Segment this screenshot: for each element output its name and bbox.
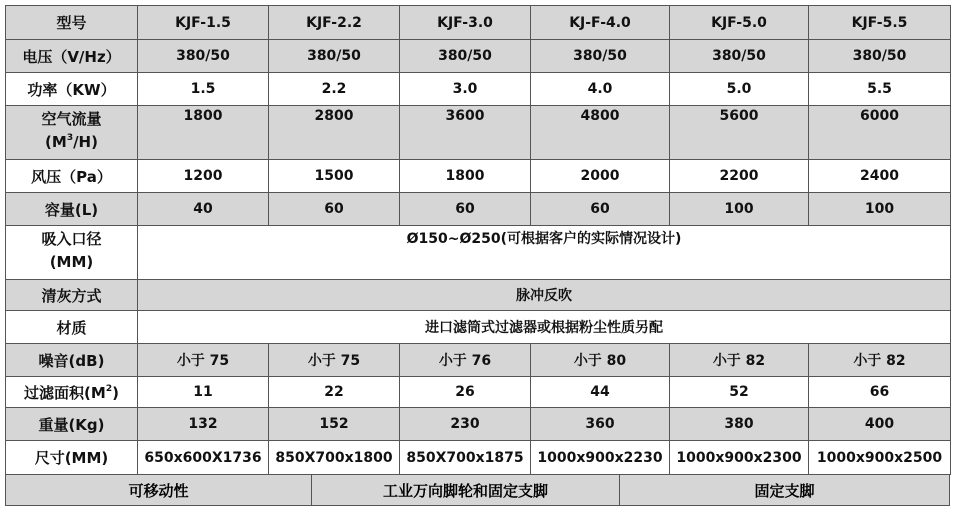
size-cell: 850X700x1800 — [269, 441, 400, 475]
label-airflow-line1: 空气流量 — [41, 110, 102, 128]
pressure-cell: 1800 — [400, 160, 531, 193]
row-cleaning — [6, 280, 951, 311]
row-inlet — [6, 226, 951, 280]
label-noise: 噪音(dB) — [6, 344, 138, 377]
airflow-cell: 1800 — [138, 106, 269, 160]
material-value: 进口滤筒式过滤器或根据粉尘性质另配 — [138, 311, 951, 344]
power-cell: 5.5 — [809, 73, 951, 106]
noise-cell: 小于 82 — [809, 344, 951, 377]
label-power: 功率（KW） — [6, 73, 138, 106]
airflow-cell: 6000 — [809, 106, 951, 160]
capacity-cell: 40 — [138, 193, 269, 226]
airflow-cell: 4800 — [531, 106, 670, 160]
weight-cell: 400 — [809, 408, 951, 441]
label-inlet — [6, 226, 138, 280]
airflow-cell: 5600 — [670, 106, 809, 160]
power-cell: 1.5 — [138, 73, 269, 106]
power-cell: 2.2 — [269, 73, 400, 106]
inlet-value: Ø150~Ø250(可根据客户的实际情况设计) — [138, 226, 951, 280]
label-voltage: 电压（V/Hz） — [6, 40, 138, 73]
pressure-cell: 2200 — [670, 160, 809, 193]
mobility-row — [5, 474, 950, 506]
capacity-cell: 100 — [670, 193, 809, 226]
filter-area-cell: 44 — [531, 377, 670, 408]
filter-area-cell: 11 — [138, 377, 269, 408]
pressure-cell: 2000 — [531, 160, 670, 193]
airflow-cell: 3600 — [400, 106, 531, 160]
label-material: 材质 — [6, 311, 138, 344]
pressure-cell: 1500 — [269, 160, 400, 193]
power-cell: 3.0 — [400, 73, 531, 106]
voltage-cell: 380/50 — [531, 40, 670, 73]
model-cell: KJF-1.5 — [138, 6, 269, 40]
model-cell: KJF-5.5 — [809, 6, 951, 40]
label-filter-area: 过滤面积$(M^2)$ — [6, 377, 138, 408]
row-capacity — [6, 193, 951, 226]
spec-table — [5, 5, 951, 475]
filter-area-cell: 22 — [269, 377, 400, 408]
row-size — [6, 441, 951, 475]
filter-area-cell: 52 — [670, 377, 809, 408]
row-weight — [6, 408, 951, 441]
weight-cell: 380 — [670, 408, 809, 441]
size-cell: 850X700x1875 — [400, 441, 531, 475]
capacity-cell: 60 — [400, 193, 531, 226]
mobility-casters: 工业万向脚轮和固定支脚 — [312, 474, 620, 506]
row-airflow — [6, 106, 951, 160]
size-cell: 1000x900x2230 — [531, 441, 670, 475]
label-mobility: 可移动性 — [5, 474, 312, 506]
size-cell: 1000x900x2300 — [670, 441, 809, 475]
label-cleaning: 清灰方式 — [6, 280, 138, 311]
filter-area-cell: 66 — [809, 377, 951, 408]
voltage-cell: 380/50 — [809, 40, 951, 73]
capacity-cell: 60 — [269, 193, 400, 226]
weight-cell: 152 — [269, 408, 400, 441]
label-airflow — [6, 106, 138, 160]
cleaning-value: 脉冲反吹 — [138, 280, 951, 311]
mobility-fixed: 固定支脚 — [620, 474, 950, 506]
row-pressure — [6, 160, 951, 193]
noise-cell: 小于 75 — [138, 344, 269, 377]
label-size: 尺寸(MM) — [6, 441, 138, 475]
filter-area-cell: 26 — [400, 377, 531, 408]
voltage-cell: 380/50 — [670, 40, 809, 73]
size-cell: 650x600X1736 — [138, 441, 269, 475]
row-noise — [6, 344, 951, 377]
pressure-cell: 1200 — [138, 160, 269, 193]
model-cell: KJF-3.0 — [400, 6, 531, 40]
label-model: 型号 — [6, 6, 138, 40]
row-material — [6, 311, 951, 344]
capacity-cell: 100 — [809, 193, 951, 226]
airflow-cell: 2800 — [269, 106, 400, 160]
label-capacity: 容量(L) — [6, 193, 138, 226]
row-power — [6, 73, 951, 106]
power-cell: 4.0 — [531, 73, 670, 106]
label-weight: 重量(Kg) — [6, 408, 138, 441]
voltage-cell: 380/50 — [269, 40, 400, 73]
voltage-cell: 380/50 — [400, 40, 531, 73]
voltage-cell: 380/50 — [138, 40, 269, 73]
label-airflow-line2: $(M^3/H)$ — [45, 133, 98, 151]
weight-cell: 132 — [138, 408, 269, 441]
capacity-cell: 60 — [531, 193, 670, 226]
noise-cell: 小于 80 — [531, 344, 670, 377]
noise-cell: 小于 76 — [400, 344, 531, 377]
power-cell: 5.0 — [670, 73, 809, 106]
model-cell: KJF-5.0 — [670, 6, 809, 40]
weight-cell: 230 — [400, 408, 531, 441]
label-pressure: 风压（Pa） — [6, 160, 138, 193]
label-inlet-line2: (MM) — [49, 253, 94, 271]
size-cell: 1000x900x2500 — [809, 441, 951, 475]
model-cell: KJF-2.2 — [269, 6, 400, 40]
row-model — [6, 6, 951, 40]
row-voltage — [6, 40, 951, 73]
pressure-cell: 2400 — [809, 160, 951, 193]
row-filter-area — [6, 377, 951, 408]
weight-cell: 360 — [531, 408, 670, 441]
label-inlet-line1: 吸入口径 — [41, 230, 102, 248]
noise-cell: 小于 75 — [269, 344, 400, 377]
model-cell: KJ-F-4.0 — [531, 6, 670, 40]
noise-cell: 小于 82 — [670, 344, 809, 377]
